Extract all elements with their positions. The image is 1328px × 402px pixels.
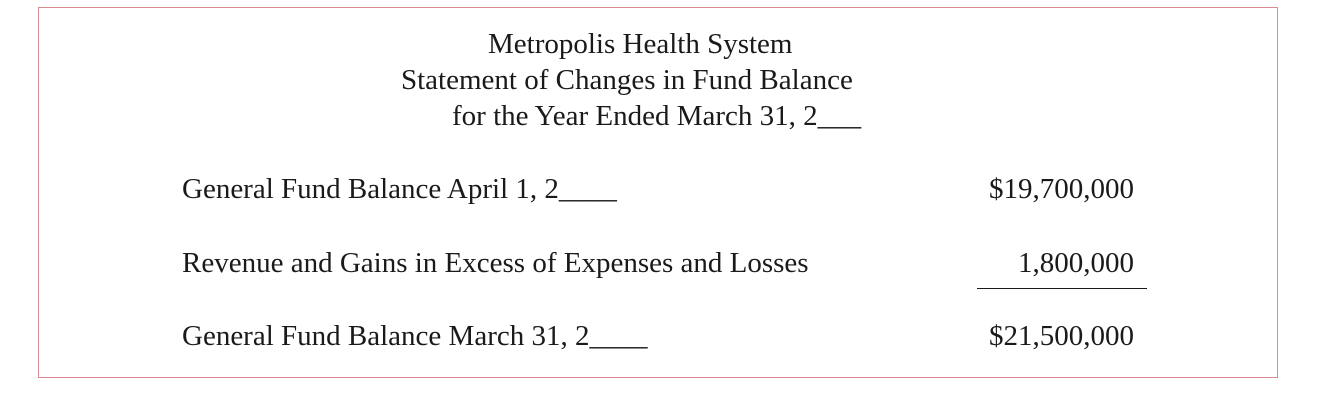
subtotal-rule bbox=[977, 288, 1147, 289]
organization-name: Metropolis Health System bbox=[488, 28, 793, 60]
statement-period: for the Year Ended March 31, 2___ bbox=[452, 100, 862, 132]
row-amount-closing-balance: $21,500,000 bbox=[989, 320, 1134, 352]
row-label-closing-balance: General Fund Balance March 31, 2____ bbox=[182, 320, 648, 352]
row-label-opening-balance: General Fund Balance April 1, 2____ bbox=[182, 173, 617, 205]
row-amount-revenue-excess: 1,800,000 bbox=[1018, 247, 1134, 279]
row-label-revenue-excess: Revenue and Gains in Excess of Expenses and Losses bbox=[182, 247, 809, 279]
row-amount-opening-balance: $19,700,000 bbox=[989, 173, 1134, 205]
statement-title: Statement of Changes in Fund Balance bbox=[401, 64, 853, 96]
